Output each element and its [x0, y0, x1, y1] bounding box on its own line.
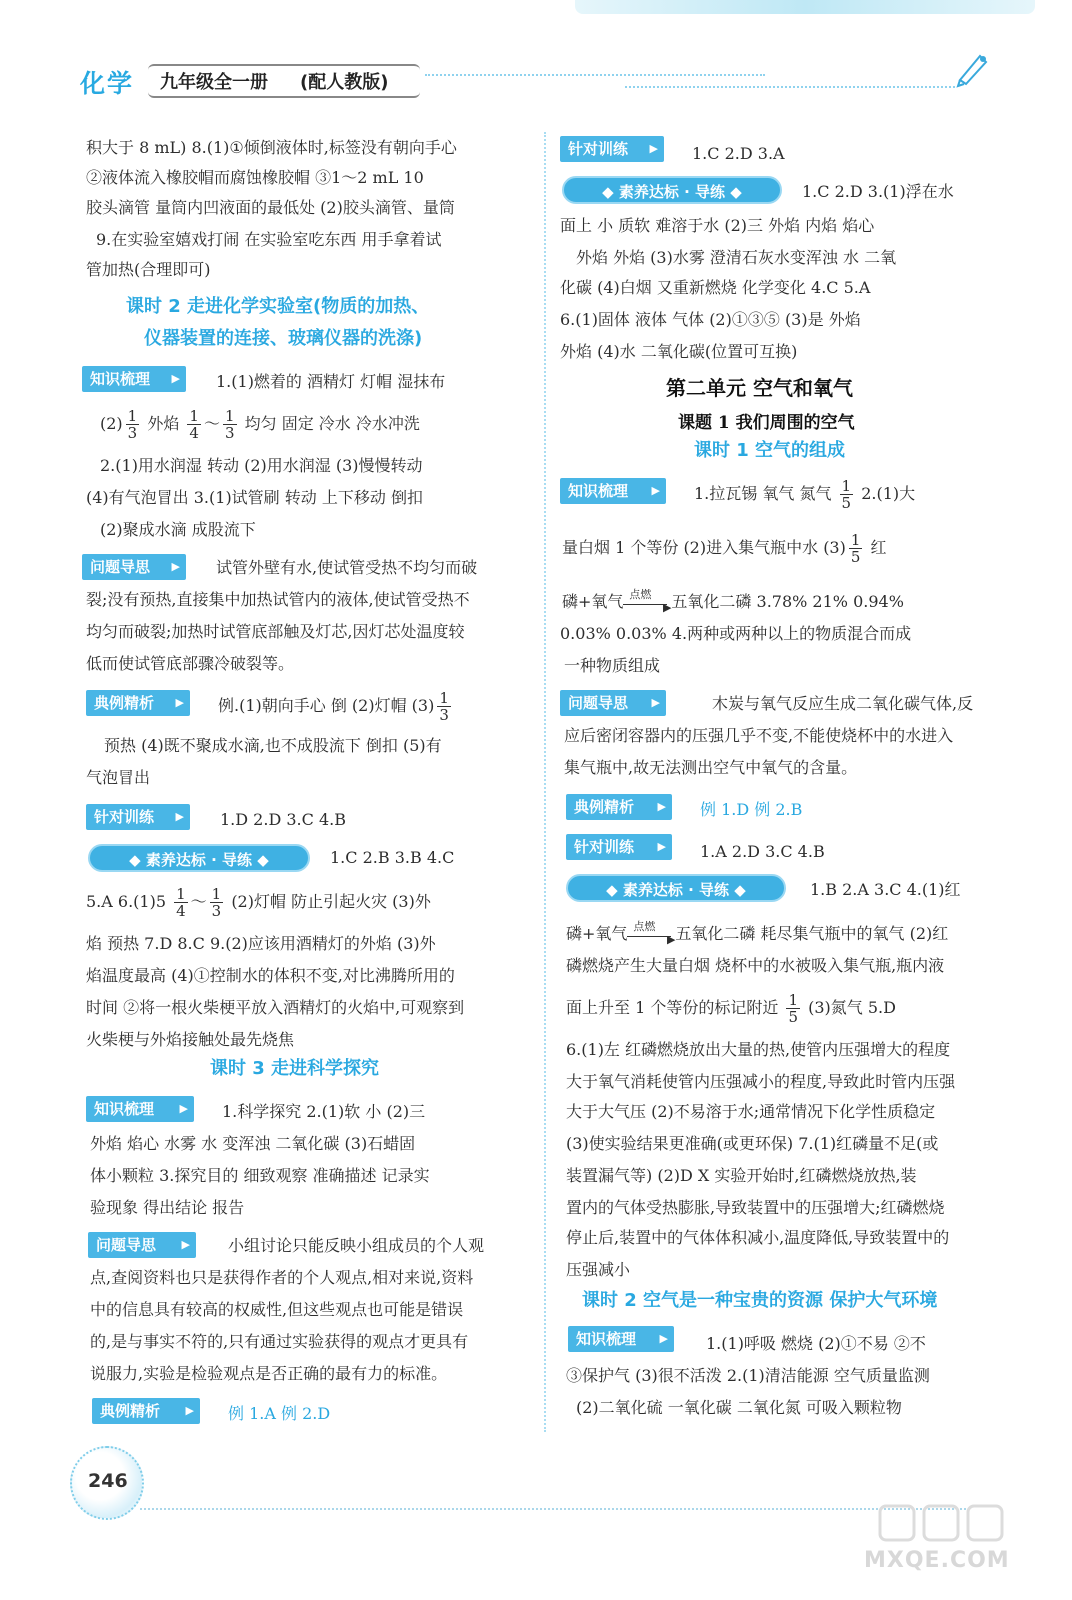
numerator: 1 — [439, 689, 449, 707]
fraction — [187, 408, 201, 441]
header-subject: 化学 — [80, 69, 135, 98]
section-tag-question: 问题导思 ▶ — [560, 690, 666, 716]
text-line: 集气瓶中,故无法测出空气中氧气的含量。 — [564, 758, 858, 777]
text-line-fraction — [218, 690, 454, 723]
text-line-reaction — [566, 919, 949, 946]
text-seg: 例.(1)朝向手心 倒 (2)灯帽 (3) — [218, 696, 435, 715]
text-seg: 五氧化二磷 耗尽集气瓶中的氧气 (2)红 — [675, 924, 949, 943]
column-divider — [544, 132, 546, 1432]
section-tag-knowledge: 知识梳理 ▶ — [560, 478, 666, 504]
numerator: 1 — [788, 991, 798, 1009]
section-pill-literacy: ◆ 素养达标 · 导练 ◆ — [562, 176, 782, 204]
text-line: 点,查阅资料也只是获得作者的个人观点,相对来说,资料 — [90, 1268, 474, 1287]
text-seg: ～ — [203, 414, 220, 433]
text-line: 1.C 2.D 3.A — [692, 144, 785, 163]
footer-dotted-line — [140, 1508, 970, 1510]
denominator: 3 — [439, 706, 449, 724]
text-line: 1.C 2.B 3.B 4.C — [330, 848, 455, 867]
reaction-condition: 点燃 — [629, 587, 652, 601]
text-line: 外焰 外焰 (3)水雾 澄清石灰水变浑浊 水 二氧 — [576, 248, 897, 267]
lesson-title: 课时 2 走进化学实验室(物质的加热、 — [126, 296, 430, 317]
denominator: 3 — [211, 902, 222, 920]
text-line: 时间 ②将一根火柴梗平放入酒精灯的火焰中,可观察到 — [86, 998, 465, 1017]
unit-title: 第二单元 空气和氧气 — [666, 376, 853, 400]
header-edition: (配人教版) — [300, 72, 389, 93]
text-line: (2)二氧化硫 一氧化碳 二氧化氮 可吸入颗粒物 — [576, 1398, 902, 1417]
text-line: 外焰 焰心 水雾 水 变浑浊 二氧化碳 (3)石蜡固 — [90, 1134, 416, 1153]
watermark-text: MXQE.COM — [864, 1548, 1010, 1573]
text-line: 预热 (4)既不聚成水滴,也不成股流下 倒扣 (5)有 — [104, 736, 442, 755]
text-seg: 五氧化二磷 3.78% 21% 0.94% — [671, 592, 904, 611]
header-dotted-line-2 — [625, 86, 955, 88]
text-seg: ～ — [190, 892, 207, 911]
text-line-fraction — [562, 532, 887, 565]
denominator: 4 — [176, 902, 186, 920]
text-line: 磷燃烧产生大量白烟 烧杯中的水被吸入集气瓶,瓶内液 — [566, 956, 945, 975]
denominator: 3 — [127, 424, 138, 442]
lesson-title: 课时 3 走进科学探究 — [210, 1058, 380, 1079]
text-line: 压强减小 — [566, 1260, 631, 1279]
text-line: 1.科学探究 2.(1)软 小 (2)三 — [222, 1102, 426, 1121]
text-line: 均匀而破裂;加热时试管底部触及灯芯,因灯芯处温度较 — [86, 622, 465, 641]
text-seg: 红 — [870, 538, 887, 557]
text-line: 置内的气体受热膨胀,导致装置中的压强增大;红磷燃烧 — [566, 1198, 945, 1217]
text-line-reaction — [562, 587, 904, 614]
text-seg: 外焰 — [147, 414, 180, 433]
section-tag-practice: 针对训练 ▶ — [560, 136, 664, 162]
section-tag-question: 问题导思 ▶ — [88, 1232, 196, 1258]
text-line: 一种物质组成 — [564, 656, 661, 675]
lesson-title: 课时 2 空气是一种宝贵的资源 保护大气环境 — [582, 1290, 938, 1311]
numerator: 1 — [211, 885, 222, 903]
text-line: 6.(1)左 红磷燃烧放出大量的热,使管内压强增大的程度 — [566, 1040, 951, 1059]
text-line: (2)聚成水滴 成股流下 — [100, 520, 256, 539]
text-line: (4)有气泡冒出 3.(1)试管刷 转动 上下移动 倒扣 — [86, 488, 423, 507]
text-line: 积大于 8 mL) 8.(1)①倾倒液体时,标签没有朝向手心 — [86, 138, 457, 157]
text-line: 例 1.A 例 2.D — [228, 1404, 331, 1423]
text-line: 焰 预热 7.D 8.C 9.(2)应该用酒精灯的外焰 (3)外 — [86, 934, 436, 953]
text-seg: 1.拉瓦锡 氧气 氮气 — [694, 484, 832, 503]
text-line: 1.(1)燃着的 酒精灯 灯帽 湿抹布 — [216, 372, 446, 391]
text-line: 大于大气压 (2)不易溶于水;通常情况下化学性质稳定 — [566, 1102, 936, 1121]
numerator: 1 — [127, 407, 138, 425]
text-line: 试管外壁有水,使试管受热不均匀而破 — [216, 558, 478, 577]
numerator: 1 — [850, 531, 861, 549]
lesson-title: 课时 1 空气的组成 — [694, 440, 846, 461]
text-seg: 磷+氧气 — [566, 924, 628, 943]
text-line: 气泡冒出 — [86, 768, 151, 787]
fraction — [786, 992, 800, 1025]
denominator: 5 — [841, 494, 852, 512]
text-line: ③保护气 (3)很不活泼 2.(1)清洁能源 空气质量监测 — [566, 1366, 930, 1385]
fraction — [849, 532, 863, 565]
denominator: 4 — [189, 424, 199, 442]
text-line: 胶头滴管 量筒内凹液面的最低处 (2)胶头滴管、量筒 — [86, 198, 455, 217]
text-seg: 5.A 6.(1)5 — [86, 892, 167, 911]
pen-icon — [952, 48, 992, 88]
text-line: ②液体流入橡胶帽而腐蚀橡胶帽 ③1～2 mL 10 — [86, 168, 424, 187]
text-line: 裂;没有预热,直接集中加热试管内的液体,使试管受热不 — [86, 590, 470, 609]
section-tag-example: 典例精析 ▶ — [92, 1398, 200, 1424]
header-dotted-line — [425, 74, 765, 76]
section-tag-example: 典例精析 ▶ — [86, 690, 190, 716]
section-pill-literacy: ◆ 素养达标 · 导练 ◆ — [566, 874, 786, 902]
text-line: 的,是与事实不符的,只有通过实验获得的观点才更具有 — [90, 1332, 469, 1351]
fraction — [210, 886, 224, 919]
text-line: 1.B 2.A 3.C 4.(1)红 — [810, 880, 961, 899]
text-line: 1.(1)呼吸 燃烧 (2)①不易 ②不 — [706, 1334, 926, 1353]
topic-title: 课题 1 我们周围的空气 — [678, 413, 855, 433]
fraction — [174, 886, 188, 919]
text-line: 大于氧气消耗使管内压强减小的程度,导致此时管内压强 — [566, 1072, 956, 1091]
section-tag-practice: 针对训练 ▶ — [86, 804, 190, 830]
lesson-title: 仪器装置的连接、玻璃仪器的洗涤) — [144, 328, 423, 349]
numerator: 1 — [189, 407, 199, 425]
text-line: 装置漏气等) (2)D X 实验开始时,红磷燃烧放热,装 — [566, 1166, 917, 1185]
text-line: 面上 小 质软 难溶于水 (2)三 外焰 内焰 焰心 — [560, 216, 875, 235]
text-line: 9.在实验室嬉戏打闹 在实验室吃东西 用手拿着试 — [96, 230, 442, 249]
numerator: 1 — [224, 407, 235, 425]
text-line-fraction — [86, 886, 431, 919]
text-seg: 均匀 固定 冷水 冷水冲洗 — [244, 414, 420, 433]
text-line: 小组讨论只能反映小组成员的个人观 — [228, 1236, 485, 1255]
text-line: (3)使实验结果更准确(或更环保) 7.(1)红磷量不足(或 — [566, 1134, 939, 1153]
text-seg: 2.(1)大 — [861, 484, 916, 503]
section-tag-question: 问题导思 ▶ — [82, 554, 186, 580]
text-line: 1.D 2.D 3.C 4.B — [220, 810, 346, 829]
section-tag-knowledge: 知识梳理 ▶ — [86, 1096, 194, 1122]
denominator: 5 — [850, 548, 861, 566]
text-line: 外焰 (4)水 二氧化碳(位置可互换) — [560, 342, 798, 361]
text-line: 0.03% 0.03% 4.两种或两种以上的物质混合而成 — [560, 624, 912, 643]
text-line: 1.C 2.D 3.(1)浮在水 — [802, 182, 954, 201]
text-line-fraction — [100, 408, 420, 441]
text-seg: 量白烟 1 个等份 (2)进入集气瓶中水 (3) — [562, 538, 846, 557]
reaction-arrow-icon: 点燃 ▶ — [623, 595, 671, 611]
page-number: 246 — [88, 1470, 128, 1492]
text-line: 木炭与氧气反应生成二氧化碳气体,反 — [712, 694, 974, 713]
text-line: 管加热(合理即可) — [86, 260, 211, 279]
text-seg: (2) — [100, 414, 123, 433]
text-seg: (3)氮气 5.D — [808, 998, 896, 1017]
text-line: 化碳 (4)白烟 又重新燃烧 化学变化 4.C 5.A — [560, 278, 871, 297]
text-line: 2.(1)用水润湿 转动 (2)用水润湿 (3)慢慢转动 — [100, 456, 423, 475]
text-seg: 磷+氧气 — [562, 592, 624, 611]
text-line-fraction — [694, 478, 915, 511]
text-line: 中的信息具有较高的权威性,但这些观点也可能是错误 — [90, 1300, 464, 1319]
text-line: 说服力,实验是检验观点是否正确的最有力的标准。 — [90, 1364, 448, 1383]
section-tag-practice: 针对训练 ▶ — [566, 834, 672, 860]
section-tag-knowledge: 知识梳理 ▶ — [82, 366, 186, 392]
denominator: 5 — [788, 1008, 798, 1026]
reaction-condition: 点燃 — [633, 919, 656, 933]
text-line-fraction — [566, 992, 896, 1025]
text-line: 停止后,装置中的气体体积减小,温度降低,导致装置中的 — [566, 1228, 950, 1247]
text-line: 应后密闭容器内的压强几乎不变,不能使烧杯中的水进入 — [564, 726, 954, 745]
denominator: 3 — [224, 424, 235, 442]
text-seg: 面上升至 1 个等份的标记附近 — [566, 998, 779, 1017]
section-tag-example: 典例精析 ▶ — [566, 794, 672, 820]
header-grade: 九年级全一册 — [160, 72, 268, 93]
text-line: 1.A 2.D 3.C 4.B — [700, 842, 825, 861]
fraction — [126, 408, 140, 441]
top-decoration-bar — [575, 0, 1035, 14]
numerator: 1 — [841, 477, 852, 495]
text-line: 火柴梗与外焰接触处最先烧焦 — [86, 1030, 295, 1049]
section-pill-literacy: ◆ 素养达标 · 导练 ◆ — [88, 844, 310, 872]
fraction — [437, 690, 451, 723]
text-line: 例 1.D 例 2.B — [700, 800, 803, 819]
text-line: 验现象 得出结论 报告 — [90, 1198, 245, 1217]
text-seg: (2)灯帽 防止引起火灾 (3)外 — [231, 892, 431, 911]
numerator: 1 — [176, 885, 186, 903]
text-line: 体小颗粒 3.探究目的 细致观察 准确描述 记录实 — [90, 1166, 430, 1185]
reaction-arrow-icon: 点燃 ▶ — [627, 927, 675, 943]
section-tag-knowledge: 知识梳理 ▶ — [568, 1326, 674, 1352]
text-line: 6.(1)固体 液体 气体 (2)①③⑤ (3)是 外焰 — [560, 310, 861, 329]
fraction — [840, 478, 854, 511]
fraction — [223, 408, 237, 441]
text-line: 低而使试管底部骤冷破裂等。 — [86, 654, 295, 673]
text-line: 焰温度最高 (4)①控制水的体积不变,对比沸腾所用的 — [86, 966, 455, 985]
